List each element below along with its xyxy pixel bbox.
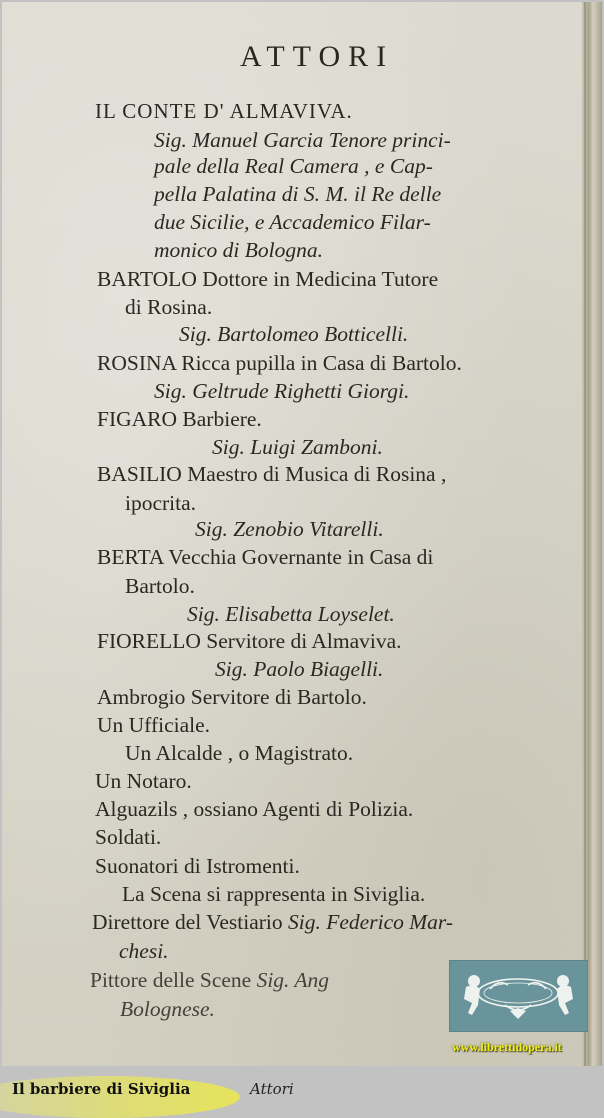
role-berta: [97, 545, 433, 570]
role-description: Barbiere.: [177, 407, 262, 431]
role-name: FIGARO: [97, 407, 178, 431]
role-alguazils: Alguazils , ossiano Agenti di Polizia.: [95, 797, 414, 821]
role-description: Servitore di Almaviva.: [200, 629, 402, 653]
cast-line: chesi.: [119, 939, 169, 963]
opera-title: Il barbiere di Siviglia: [12, 1080, 191, 1098]
credit-name: Sig. Ang: [256, 968, 330, 992]
cast-line: monico di Bologna.: [154, 238, 323, 262]
role-description: Dottore in Medicina Tutore: [196, 267, 439, 291]
role-ambrogio: Ambrogio Servitore di Bartolo.: [97, 685, 367, 709]
role-rosina: [97, 351, 462, 376]
role-notaro: Un Notaro.: [95, 769, 192, 793]
credit-name: Sig. Federico Mar-: [288, 910, 453, 934]
role-fiorello: [97, 629, 402, 654]
role-alcalde: Un Alcalde , o Magistrato.: [125, 741, 354, 765]
role-figaro: [97, 407, 262, 432]
page-heading: ATTORI: [240, 40, 395, 73]
cast-line: Sig. Elisabetta Loyselet.: [187, 602, 395, 626]
role-ufficiale: Un Ufficiale.: [97, 713, 211, 737]
libretto-page-scan: [2, 2, 602, 1066]
role-soldati: Soldati.: [95, 825, 162, 849]
credit-scene-painter: [90, 968, 329, 993]
footer-bar: [0, 1068, 604, 1117]
gutter-line: [584, 2, 586, 1066]
role-basilio: [97, 462, 446, 487]
cast-line: Sig. Manuel Garcia Tenore princi-: [154, 128, 451, 152]
scene-setting: La Scena si rappresenta in Siviglia.: [122, 882, 426, 906]
cast-line: ipocrita.: [125, 491, 197, 515]
cast-line: Sig. Luigi Zamboni.: [212, 435, 383, 459]
cast-line: Bartolo.: [125, 574, 195, 598]
cast-line: Sig. Bartolomeo Botticelli.: [179, 322, 409, 346]
section-name: Attori: [250, 1080, 294, 1098]
role-name: ROSINA: [97, 351, 176, 375]
credit-costume-director: [92, 910, 453, 935]
cast-line: pale della Real Camera , e Cap-: [154, 154, 433, 178]
role-name: BERTA: [97, 545, 164, 569]
credit-label: Pittore delle Scene: [90, 968, 257, 992]
cast-line: pella Palatina di S. M. il Re delle: [154, 182, 442, 206]
site-url: www.librettidopera.it: [452, 1040, 562, 1054]
cast-line: Bolognese.: [120, 997, 215, 1021]
role-description: Ricca pupilla in Casa di Bartolo.: [175, 351, 462, 375]
credit-label: Direttore del Vestiario: [92, 910, 289, 934]
role-almaviva: IL CONTE D' ALMAVIVA.: [95, 99, 353, 123]
cast-line: Sig. Paolo Biagelli.: [215, 657, 384, 681]
role-description: Vecchia Governante in Casa di: [163, 545, 434, 569]
role-name: BARTOLO: [97, 267, 197, 291]
page-text: [2, 2, 582, 1066]
role-suonatori: Suonatori di Istromenti.: [95, 854, 300, 878]
cast-line: due Sicilie, e Accademico Filar-: [154, 210, 431, 234]
role-name: FIORELLO: [97, 629, 201, 653]
role-bartolo: [97, 267, 438, 292]
role-description: Maestro di Musica di Rosina ,: [181, 462, 447, 486]
cherubs-wreath-logo-icon: [449, 960, 588, 1032]
role-name: BASILIO: [97, 462, 182, 486]
cast-line: Sig. Zenobio Vitarelli.: [195, 517, 384, 541]
cast-line: Sig. Geltrude Righetti Giorgi.: [154, 379, 410, 403]
cast-line: di Rosina.: [125, 295, 213, 319]
